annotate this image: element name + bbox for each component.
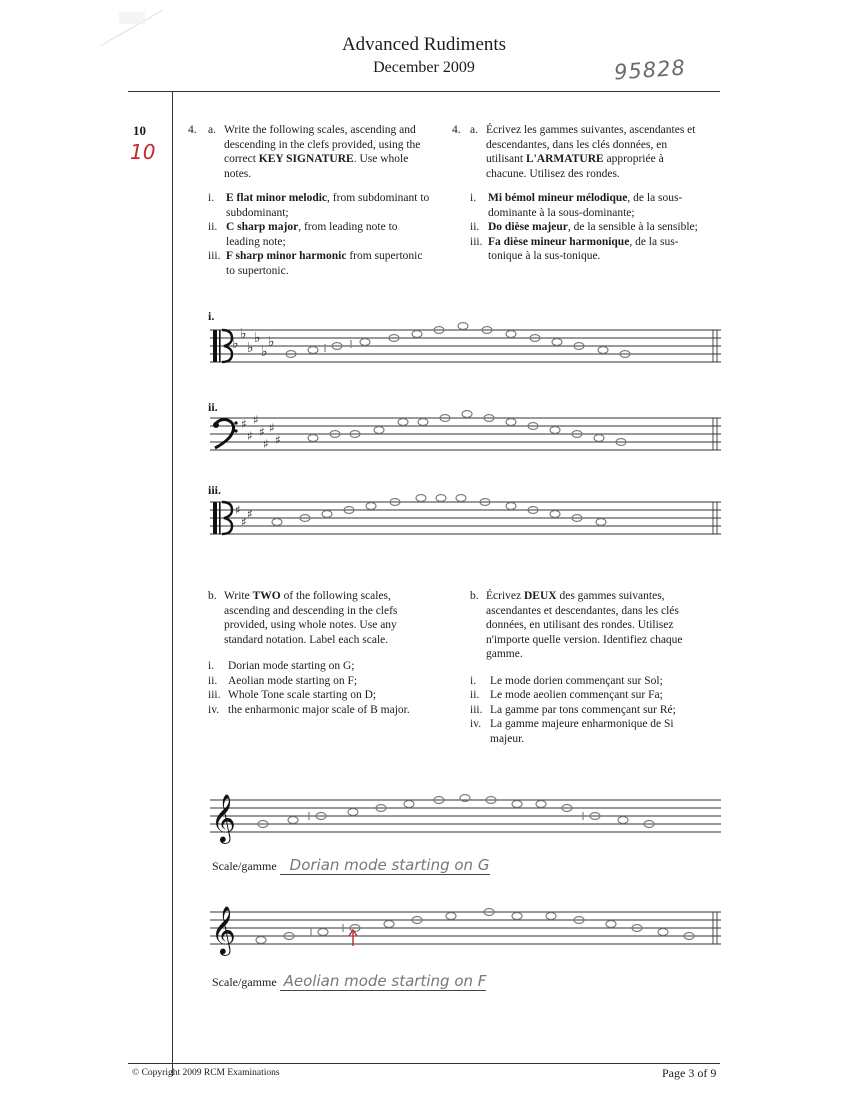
whole-note-icon: [258, 795, 654, 828]
scale-label-2: Scale/gamme Aeolian mode starting on F: [212, 972, 487, 990]
svg-text:♯: ♯: [241, 515, 247, 529]
svg-text:♭: ♭: [254, 330, 261, 346]
treble-clef-icon: 𝄞: [211, 793, 236, 842]
staff-iii: [205, 492, 725, 552]
svg-text:♯: ♯: [241, 417, 247, 431]
question-number: 4.: [188, 124, 197, 136]
staff-b-1: [205, 788, 725, 848]
svg-text:♯: ♯: [269, 421, 275, 435]
part-letter: a.: [208, 124, 216, 136]
svg-text:♯: ♯: [247, 507, 253, 521]
sharp-icon: [235, 503, 253, 529]
staff-label-iii: iii.: [208, 483, 222, 497]
svg-text:♯: ♯: [259, 425, 265, 439]
svg-text:♯: ♯: [253, 413, 259, 427]
staff-label-i: i.: [208, 309, 215, 323]
scale-answer-2: Aeolian mode starting on F: [280, 972, 487, 991]
treble-clef-icon: 𝄞: [211, 905, 236, 954]
staff-b-2: [205, 900, 725, 960]
whole-note-icon: [256, 909, 694, 944]
svg-text:♯: ♯: [263, 437, 269, 451]
staff-label-ii: ii.: [208, 400, 218, 414]
question-a-fr: a. Écrivez les gammes suivantes, ascendantes et descendantes, dans les clés données, en utilisant L'ARMATURE appropriée à chacune. Utilisez des rondes. i. Mi bémol mineur mélodique, de la sous-dominante à la sous-dominante; ii. Do dièse majeur, de la sensible à la sensible; iii. Fa dièse mineur harmonique, de la sus-tonique à la sus-tonique.: [470, 124, 698, 262]
svg-text:♯: ♯: [247, 429, 253, 443]
flat-icon: [232, 326, 275, 360]
staff-ii: [205, 408, 725, 468]
page-title: Advanced Rudiments: [341, 34, 507, 55]
question-a-en: a. Write the following scales, ascending and descending in the clefs provided, using the correct KEY SIGNATURE. Use whole notes. i. E flat minor melodic, from subdominant to subdominant; ii. C sharp major, from leading note to leading note; iii. F sharp minor harmonic from supertonic to supertonic.: [208, 124, 430, 277]
top-rule: [128, 91, 720, 92]
question-number-fr: 4.: [452, 124, 461, 136]
question-b-en: b. Write TWO of the following scales, ascending and descending in the clefs provided, using whole notes. Use any standard notation. Label each scale. i. Dorian mode starting on G; ii. Aeolian mode starting on F; iii. Whole Tone scale starting on D; iv. the enharmonic major scale of B major.: [208, 590, 410, 716]
margin-rule: [172, 91, 173, 1076]
copyright: © Copyright 2009 RCM Examinations: [132, 1068, 280, 1078]
svg-text:♭: ♭: [247, 340, 254, 356]
scale-label-1: Scale/gamme Dorian mode starting on G: [212, 856, 490, 874]
question-marks: 10: [133, 123, 146, 138]
sharp-icon: [241, 413, 281, 451]
svg-text:♯: ♯: [235, 503, 241, 517]
svg-text:♭: ♭: [232, 336, 239, 352]
bottom-rule: [128, 1063, 720, 1064]
svg-text:♯: ♯: [275, 433, 281, 447]
whole-note-icon: [286, 323, 630, 358]
page-number: Page 3 of 9: [662, 1066, 717, 1080]
page-subtitle: December 2009: [373, 59, 475, 76]
question-b-fr: b. Écrivez DEUX des gammes suivantes, ascendantes et descendantes, dans les clés données, en utilisant des rondes. Utilisez n'importe quelle version. Identifiez chaque gamme. i. Le mode dorien commençant sur Sol; ii. Le mode aeolien commençant sur Fa; iii. La gamme par tons commençant sur Ré; iv. La gamme majeure enharmonique de Si majeur.: [470, 590, 683, 745]
svg-text:♭: ♭: [261, 344, 268, 360]
handwritten-candidate-number: 95828: [613, 55, 687, 85]
svg-text:♭: ♭: [240, 326, 247, 342]
staff-i: [205, 318, 725, 378]
svg-text:♭: ♭: [268, 334, 275, 350]
handwritten-score: 10: [130, 140, 156, 164]
scale-answer-1: Dorian mode starting on G: [280, 856, 490, 875]
whole-note-icon: [308, 411, 626, 446]
